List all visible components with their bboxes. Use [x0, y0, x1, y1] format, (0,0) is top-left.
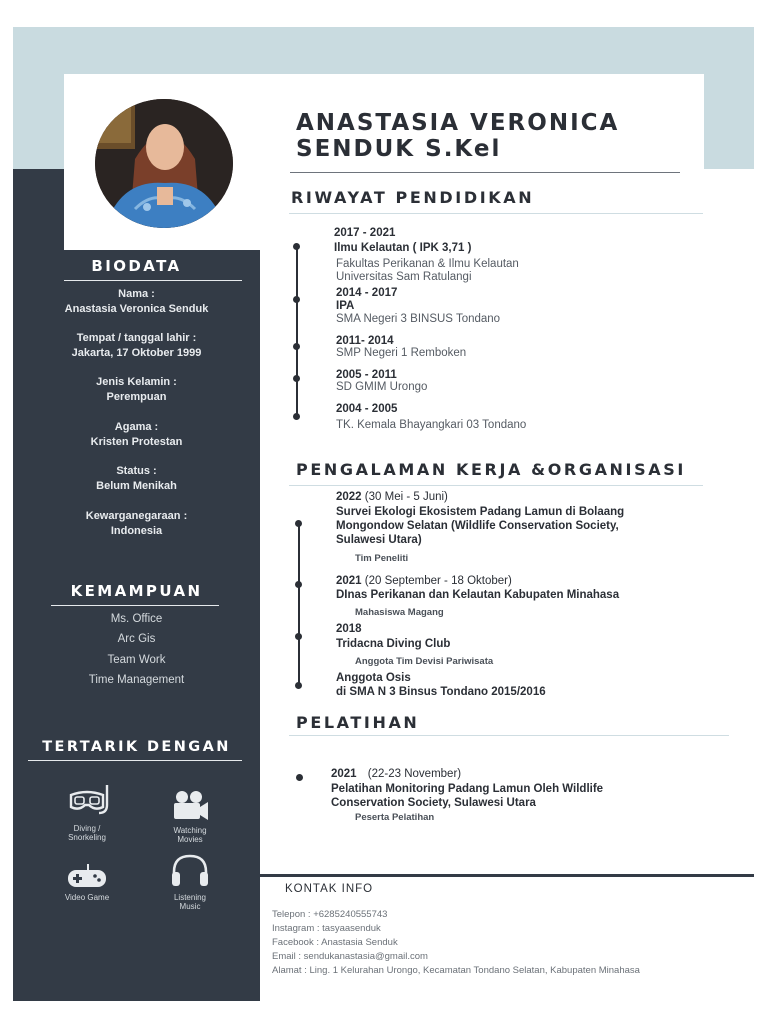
bio-nationality [13, 509, 260, 539]
timeline-dot [295, 633, 302, 640]
skills-title: KEMAMPUAN [70, 582, 203, 600]
exp-date: (20 September - 18 Oktober) [364, 575, 512, 587]
interest-label-line: Diving / [73, 824, 101, 833]
edu-school: TK. Kemala Bhayangkari 03 Tondano [336, 419, 527, 431]
edu-year: 2011- 2014 [336, 335, 394, 347]
skills-divider [51, 605, 219, 606]
interest-label-line: Listening [173, 893, 207, 902]
full-name [296, 110, 676, 162]
training-divider [289, 735, 729, 736]
timeline-dot [295, 682, 302, 689]
timeline-dot [293, 243, 300, 250]
name-divider [290, 172, 680, 173]
timeline-dot [296, 774, 303, 781]
education-divider [289, 213, 703, 214]
exp-title: Anggota Osis [336, 672, 411, 684]
bio-religion [13, 420, 260, 450]
interest-label-line: Video Game [64, 893, 110, 902]
exp-year-value: 2021 [336, 575, 362, 587]
exp-role: Tim Peneliti [355, 553, 409, 564]
education-title: RIWAYAT PENDIDIKAN [291, 188, 535, 207]
training-title-line: Conservation Society, Sulawesi Utara [331, 797, 536, 809]
edu-year: 2004 - 2005 [336, 403, 398, 415]
exp-date: (30 Mei - 5 Juni) [364, 491, 448, 503]
skill-item: Time Management [88, 674, 185, 686]
bio-label: Jenis Kelamin : [96, 376, 177, 388]
timeline-dot [293, 296, 300, 303]
skill-item: Team Work [107, 654, 166, 666]
profile-photo [95, 99, 233, 228]
bio-gender [13, 375, 260, 405]
timeline-dot [293, 343, 300, 350]
biodata-divider [64, 280, 242, 281]
exp-year [336, 491, 448, 503]
exp-title: di SMA N 3 Binsus Tondano 2015/2016 [336, 686, 546, 698]
name-line-2: SENDUK S.Kel [296, 136, 502, 162]
exp-title: DInas Perikanan dan Kelautan Kabupaten Minahasa [336, 589, 620, 601]
bio-value: Belum Menikah [96, 480, 177, 492]
interest-label [150, 893, 230, 911]
interest-label-line: Watching [173, 826, 207, 835]
bio-label: Agama : [114, 421, 159, 433]
exp-year-value: 2022 [336, 491, 362, 503]
contact-divider [260, 874, 754, 877]
edu-year: 2014 - 2017 [336, 287, 398, 299]
contact-facebook: Facebook : Anastasia Senduk [272, 937, 398, 948]
bio-label: Tempat / tanggal lahir : [76, 332, 197, 344]
interest-label-line: Movies [177, 835, 203, 844]
edu-faculty: Fakultas Perikanan & Ilmu Kelautan [336, 258, 519, 270]
bio-value: Perempuan [106, 391, 167, 403]
exp-title: Survei Ekologi Ekosistem Padang Lamun di Bolaang [336, 506, 625, 518]
snorkel-mask-icon [57, 783, 117, 824]
edu-year: 2005 - 2011 [336, 369, 397, 381]
contact-instagram: Instagram : tasyaasenduk [272, 923, 381, 934]
timeline-dot [295, 520, 302, 527]
edu-school: SMP Negeri 1 Remboken [336, 347, 467, 359]
skill-item: Arc Gis [117, 633, 156, 645]
contact-address: Alamat : Ling. 1 Kelurahan Urongo, Kecamatan Tondano Selatan, Kabupaten Minahasa [272, 965, 640, 976]
training-date: (22-23 November) [367, 768, 462, 780]
interests-title: TERTARIK DENGAN [42, 739, 231, 755]
edu-program: IPA [336, 300, 355, 312]
interest-label [150, 826, 230, 844]
interest-label-line: Snorkeling [68, 833, 106, 842]
experience-timeline [298, 526, 300, 686]
training-title: PELATIHAN [296, 713, 420, 732]
biodata-title: BIODATA [91, 257, 182, 275]
skill-item: Ms. Office [110, 613, 163, 625]
bio-label: Nama : [118, 288, 155, 300]
contact-title: KONTAK INFO [285, 883, 374, 895]
exp-year: 2018 [336, 623, 362, 635]
exp-title: Sulawesi Utara) [336, 534, 422, 546]
interests-divider [28, 760, 242, 761]
interest-label [47, 893, 127, 902]
contact-email: Email : sendukanastasia@gmail.com [272, 951, 428, 962]
gamepad-icon [57, 862, 117, 895]
training-year [331, 768, 461, 780]
bio-value: Indonesia [110, 525, 163, 537]
interest-label [47, 824, 127, 842]
training-role: Peserta Pelatihan [355, 812, 435, 823]
training-year-value: 2021 [331, 768, 357, 780]
bio-name [13, 287, 260, 317]
experience-title: PENGALAMAN KERJA &ORGANISASI [296, 460, 686, 479]
exp-role: Anggota Tim Devisi Pariwisata [355, 656, 494, 667]
bio-value: Jakarta, 17 Oktober 1999 [71, 347, 202, 359]
education-timeline [296, 246, 298, 416]
experience-divider [289, 485, 703, 486]
training-title-line: Pelatihan Monitoring Padang Lamun Oleh Wildlife [331, 783, 604, 795]
exp-title: Tridacna Diving Club [336, 638, 451, 650]
bio-label: Kewarganegaraan : [85, 510, 188, 522]
bio-status [13, 464, 260, 494]
edu-school: SMA Negeri 3 BINSUS Tondano [336, 313, 501, 325]
interest-label-line: Music [179, 902, 201, 911]
edu-school: SD GMIM Urongo [336, 381, 428, 393]
bio-label: Status : [116, 465, 157, 477]
edu-program: Ilmu Kelautan ( IPK 3,71 ) [334, 242, 472, 254]
timeline-dot [295, 581, 302, 588]
bio-value: Anastasia Veronica Senduk [64, 303, 209, 315]
exp-title: Mongondow Selatan (Wildlife Conservation Society, [336, 520, 619, 532]
contact-phone: Telepon : +6285240555743 [272, 909, 388, 920]
bio-value: Kristen Protestan [90, 436, 183, 448]
exp-year [336, 575, 512, 587]
edu-school: Universitas Sam Ratulangi [336, 271, 472, 283]
name-line-1: ANASTASIA VERONICA [296, 110, 620, 136]
headphones-icon [160, 853, 220, 894]
bio-birth [13, 331, 260, 361]
edu-year: 2017 - 2021 [334, 227, 396, 239]
timeline-dot [293, 413, 300, 420]
exp-role: Mahasiswa Magang [355, 607, 444, 618]
timeline-dot [293, 375, 300, 382]
video-camera-icon [160, 789, 220, 826]
